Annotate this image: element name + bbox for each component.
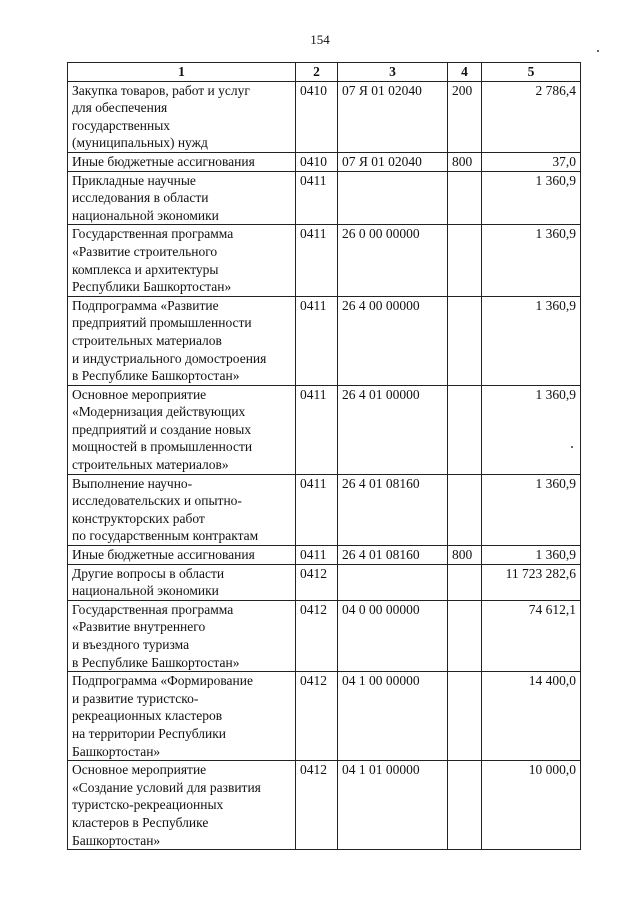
table-row	[68, 600, 581, 671]
cell-expense-type	[448, 171, 482, 225]
table-body	[68, 81, 581, 850]
cell-section-code: 0412	[296, 600, 338, 671]
cell-expense-type	[448, 474, 482, 545]
cell-name: Подпрограмма «Развитие предприятий промышленности строительных материалов и индустриального домостроения в Республике Башкортостан»	[68, 296, 296, 385]
cell-name: Основное мероприятие «Модернизация действующих предприятий и создание новых мощностей в промышленности строительных материалов»	[68, 385, 296, 474]
cell-target-article: 26 4 01 00000	[338, 385, 448, 474]
cell-section-code: 0410	[296, 152, 338, 171]
table-row	[68, 152, 581, 171]
cell-target-article	[338, 564, 448, 600]
cell-section-code: 0410	[296, 81, 338, 152]
cell-target-article: 26 4 00 00000	[338, 296, 448, 385]
cell-section-code: 0411	[296, 171, 338, 225]
cell-name: Государственная программа «Развитие внутреннего и въездного туризма в Республике Башкортостан»	[68, 600, 296, 671]
cell-section-code: 0411	[296, 296, 338, 385]
cell-name: Иные бюджетные ассигнования	[68, 152, 296, 171]
cell-name: Другие вопросы в области национальной экономики	[68, 564, 296, 600]
cell-section-code: 0411	[296, 546, 338, 565]
table-row	[68, 564, 581, 600]
cell-target-article: 07 Я 01 02040	[338, 81, 448, 152]
header-col-5: 5	[482, 63, 581, 82]
table-row	[68, 296, 581, 385]
cell-amount: 1 360,9	[482, 296, 581, 385]
cell-name: Подпрограмма «Формирование и развитие туристско- рекреационных кластеров на территории Республики Башкортостан»	[68, 672, 296, 761]
cell-amount: 1 360,9	[482, 225, 581, 296]
cell-target-article: 26 0 00 00000	[338, 225, 448, 296]
cell-name: Иные бюджетные ассигнования	[68, 546, 296, 565]
cell-name: Государственная программа «Развитие строительного комплекса и архитектуры Республики Башкортостан»	[68, 225, 296, 296]
table-row	[68, 171, 581, 225]
cell-target-article: 26 4 01 08160	[338, 546, 448, 565]
table-row	[68, 225, 581, 296]
header-row	[68, 63, 581, 82]
cell-amount: 37,0	[482, 152, 581, 171]
cell-name: Закупка товаров, работ и услуг для обеспечения государственных (муниципальных) нужд	[68, 81, 296, 152]
table-row	[68, 546, 581, 565]
cell-target-article	[338, 171, 448, 225]
cell-target-article: 04 1 01 00000	[338, 761, 448, 850]
cell-amount: 1 360,9	[482, 171, 581, 225]
table-header	[68, 63, 581, 82]
cell-expense-type	[448, 385, 482, 474]
header-col-4: 4	[448, 63, 482, 82]
cell-amount: 10 000,0	[482, 761, 581, 850]
cell-expense-type: 200	[448, 81, 482, 152]
cell-amount: 2 786,4	[482, 81, 581, 152]
cell-name: Выполнение научно- исследовательских и опытно- конструкторских работ по государственным контрактам	[68, 474, 296, 545]
cell-expense-type	[448, 225, 482, 296]
header-col-2: 2	[296, 63, 338, 82]
cell-expense-type	[448, 672, 482, 761]
table-row	[68, 672, 581, 761]
cell-name: Основное мероприятие «Создание условий для развития туристско-рекреационных кластеров в Республике Башкортостан»	[68, 761, 296, 850]
cell-expense-type	[448, 296, 482, 385]
table-row	[68, 474, 581, 545]
cell-expense-type	[448, 761, 482, 850]
scan-speck	[597, 50, 599, 52]
cell-expense-type	[448, 600, 482, 671]
cell-section-code: 0411	[296, 474, 338, 545]
cell-expense-type: 800	[448, 152, 482, 171]
cell-section-code: 0412	[296, 761, 338, 850]
cell-amount: 1 360,9	[482, 546, 581, 565]
cell-amount: 1 360,9	[482, 385, 581, 474]
scan-speck	[571, 446, 573, 448]
cell-section-code: 0411	[296, 225, 338, 296]
table-row	[68, 761, 581, 850]
header-col-1: 1	[68, 63, 296, 82]
cell-amount: 74 612,1	[482, 600, 581, 671]
cell-name: Прикладные научные исследования в области национальной экономики	[68, 171, 296, 225]
cell-target-article: 07 Я 01 02040	[338, 152, 448, 171]
cell-amount: 1 360,9	[482, 474, 581, 545]
cell-section-code: 0411	[296, 385, 338, 474]
cell-amount: 14 400,0	[482, 672, 581, 761]
table-row	[68, 385, 581, 474]
cell-section-code: 0412	[296, 564, 338, 600]
table-row	[68, 81, 581, 152]
page-number: 154	[310, 32, 330, 47]
cell-target-article: 04 0 00 00000	[338, 600, 448, 671]
cell-expense-type: 800	[448, 546, 482, 565]
cell-target-article: 26 4 01 08160	[338, 474, 448, 545]
header-col-3: 3	[338, 63, 448, 82]
cell-section-code: 0412	[296, 672, 338, 761]
budget-table	[67, 62, 581, 850]
cell-expense-type	[448, 564, 482, 600]
cell-amount: 11 723 282,6	[482, 564, 581, 600]
cell-target-article: 04 1 00 00000	[338, 672, 448, 761]
